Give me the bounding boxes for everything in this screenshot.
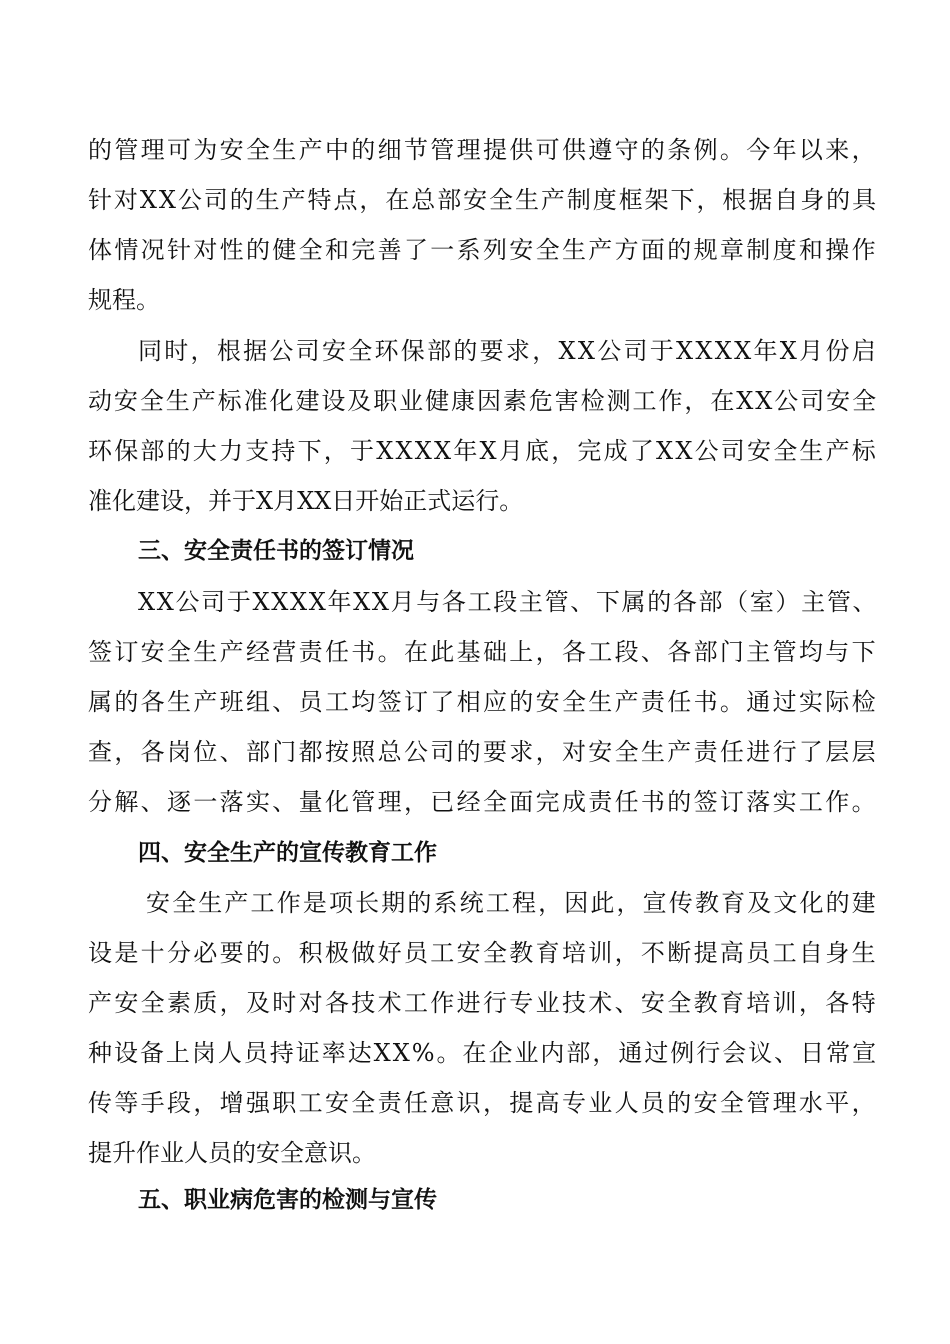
body-text-line: 提升作业人员的安全意识。 [88, 1139, 376, 1167]
body-text-line: 分解、逐一落实、量化管理，已经全面完成责任书的签订落实工作。 [88, 788, 878, 816]
body-text-line: 安全生产工作是项长期的系统工程，因此，宣传教育及文化的建 [146, 889, 878, 917]
body-text-line: 动安全生产标准化建设及职业健康因素危害检测工作，在XX公司安全 [88, 387, 878, 415]
body-text-line: 针对XX公司的生产特点，在总部安全生产制度框架下，根据自身的具 [88, 186, 878, 214]
body-text-line: 的管理可为安全生产中的细节管理提供可供遵守的条例。今年以来， [88, 136, 878, 164]
body-text-line: 规程。 [88, 286, 160, 314]
body-text-line: 种设备上岗人员持证率达XX%。在企业内部，通过例行会议、日常宣 [88, 1039, 879, 1067]
body-text-line: 签订安全生产经营责任书。在此基础上，各工段、各部门主管均与下 [88, 638, 878, 666]
body-text-line: 体情况针对性的健全和完善了一系列安全生产方面的规章制度和操作 [88, 236, 878, 264]
body-text-line: 查，各岗位、部门都按照总公司的要求，对安全生产责任进行了层层 [88, 738, 878, 766]
section-heading: 四、安全生产的宣传教育工作 [138, 840, 437, 866]
body-text-line: 设是十分必要的。积极做好员工安全教育培训，不断提高员工自身生 [88, 939, 878, 967]
section-heading: 五、职业病危害的检测与宣传 [138, 1187, 437, 1213]
body-text-line: XX公司于XXXX年XX月与各工段主管、下属的各部（室）主管、 [138, 588, 879, 616]
body-text-line: 准化建设，并于X月XX日开始正式运行。 [88, 487, 524, 515]
body-text-line: 产安全素质，及时对各技术工作进行专业技术、安全教育培训，各特 [88, 989, 878, 1017]
body-text-line: 传等手段，增强职工安全责任意识，提高专业人员的安全管理水平， [88, 1089, 878, 1117]
section-heading: 三、安全责任书的签订情况 [138, 538, 414, 564]
body-text-line: 环保部的大力支持下，于XXXX年X月底，完成了XX公司安全生产标 [88, 437, 878, 465]
body-text-line: 属的各生产班组、员工均签订了相应的安全生产责任书。通过实际检 [88, 688, 878, 716]
body-text-line: 同时，根据公司安全环保部的要求，XX公司于XXXX年X月份启 [138, 337, 878, 365]
